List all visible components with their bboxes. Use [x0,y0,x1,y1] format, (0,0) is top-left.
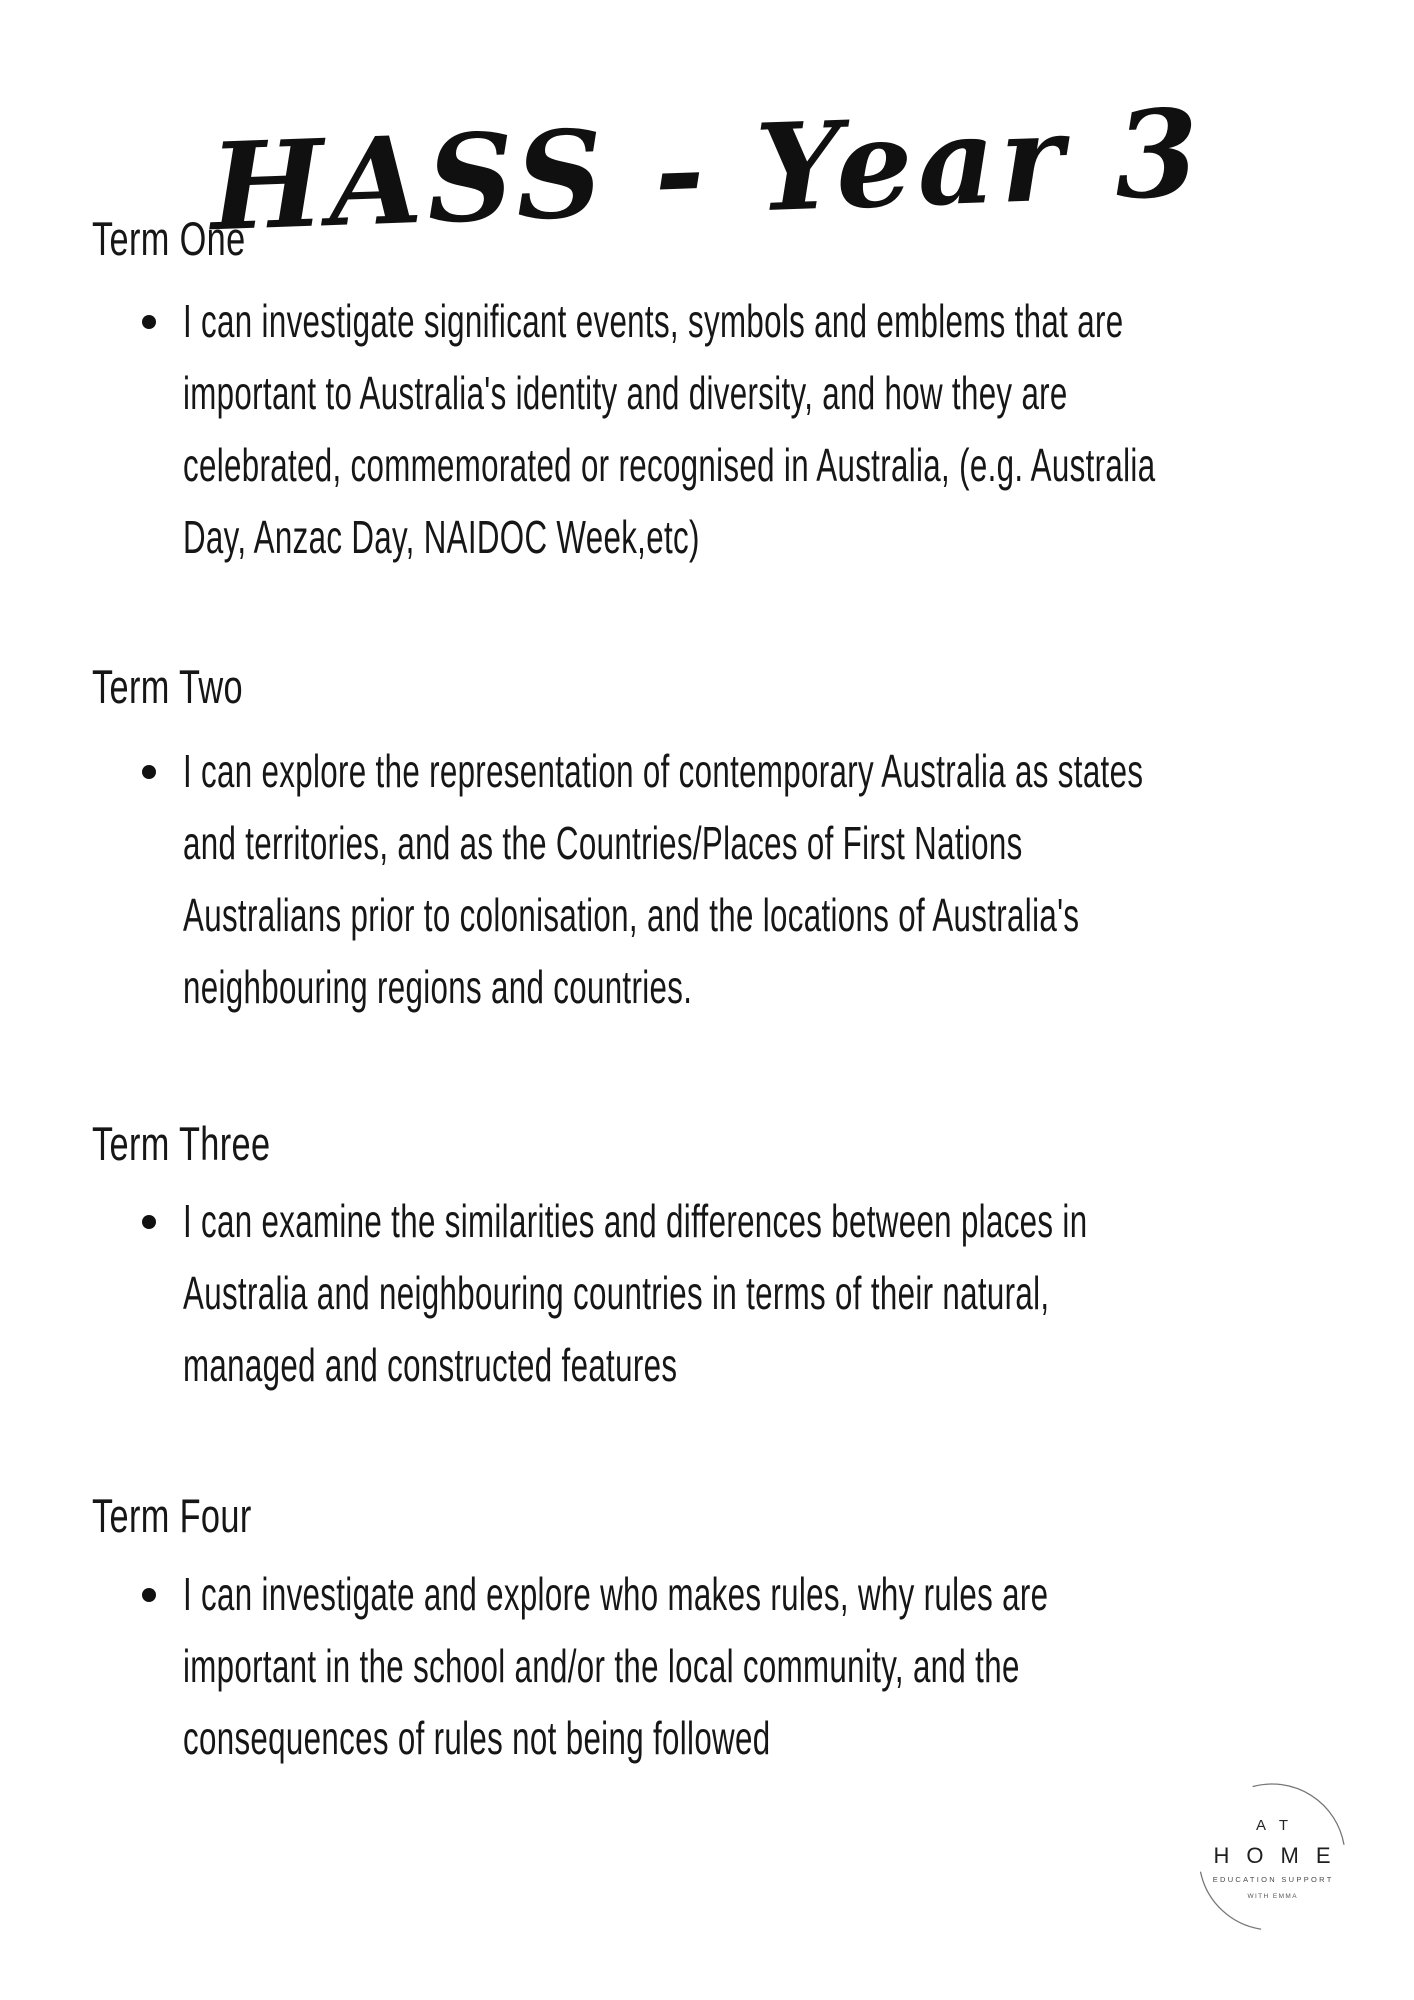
logo-main-label: HOME [1213,1843,1348,1868]
bullet-icon [142,1215,156,1229]
term-three-bullet-item [142,1185,1414,1401]
bullet-line: I can explore the representation of contemporary Australia as states [183,745,1144,797]
term-two-heading: Term Two [92,660,244,713]
bullet-line: I can examine the similarities and differences between places in [183,1195,1088,1247]
term-one-bullet-item [142,285,1414,573]
logo-tagline: WITH EMMA [1247,1893,1298,1900]
bullet-line: important to Australia's identity and diversity, and how they are [183,367,1068,419]
bullet-line: I can investigate significant events, symbols and emblems that are [183,295,1124,347]
bullet-line: I can investigate and explore who makes rules, why rules are [183,1568,1049,1620]
term-four-bullet-item [142,1558,1414,1774]
bullet-icon [142,1588,156,1602]
term-three-heading: Term Three [92,1117,271,1170]
term-two-bullet-item [142,735,1414,1023]
bullet-text [183,285,1414,573]
bullet-line: Australians prior to colonisation, and the locations of Australia's [183,889,1080,941]
bullet-icon [142,765,156,779]
bullet-icon [142,315,156,329]
bullet-text [183,1185,1414,1401]
page-title: HASS - Year 3 [208,83,1206,259]
bullet-line: neighbouring regions and countries. [183,961,693,1013]
bullet-text [183,1558,1414,1774]
bullet-line: and territories, and as the Countries/Places of First Nations [183,817,1023,869]
logo-arc-top [1253,1784,1344,1844]
logo-top-label: AT [1255,1817,1303,1834]
at-home-logo [1192,1777,1352,1937]
bullet-line: celebrated, commemorated or recognised in Australia, (e.g. Australia [183,439,1156,491]
logo-subtitle: EDUCATION SUPPORT [1212,1875,1334,1884]
bullet-line: Day, Anzac Day, NAIDOC Week,etc) [183,511,700,563]
bullet-line: consequences of rules not being followed [183,1712,771,1764]
bullet-line: Australia and neighbouring countries in terms of their natural, [183,1267,1050,1319]
term-one-heading: Term One [92,212,246,265]
bullet-line: managed and constructed features [183,1339,678,1391]
term-four-heading: Term Four [92,1489,252,1542]
bullet-text [183,735,1414,1023]
bullet-line: important in the school and/or the local community, and the [183,1640,1020,1692]
